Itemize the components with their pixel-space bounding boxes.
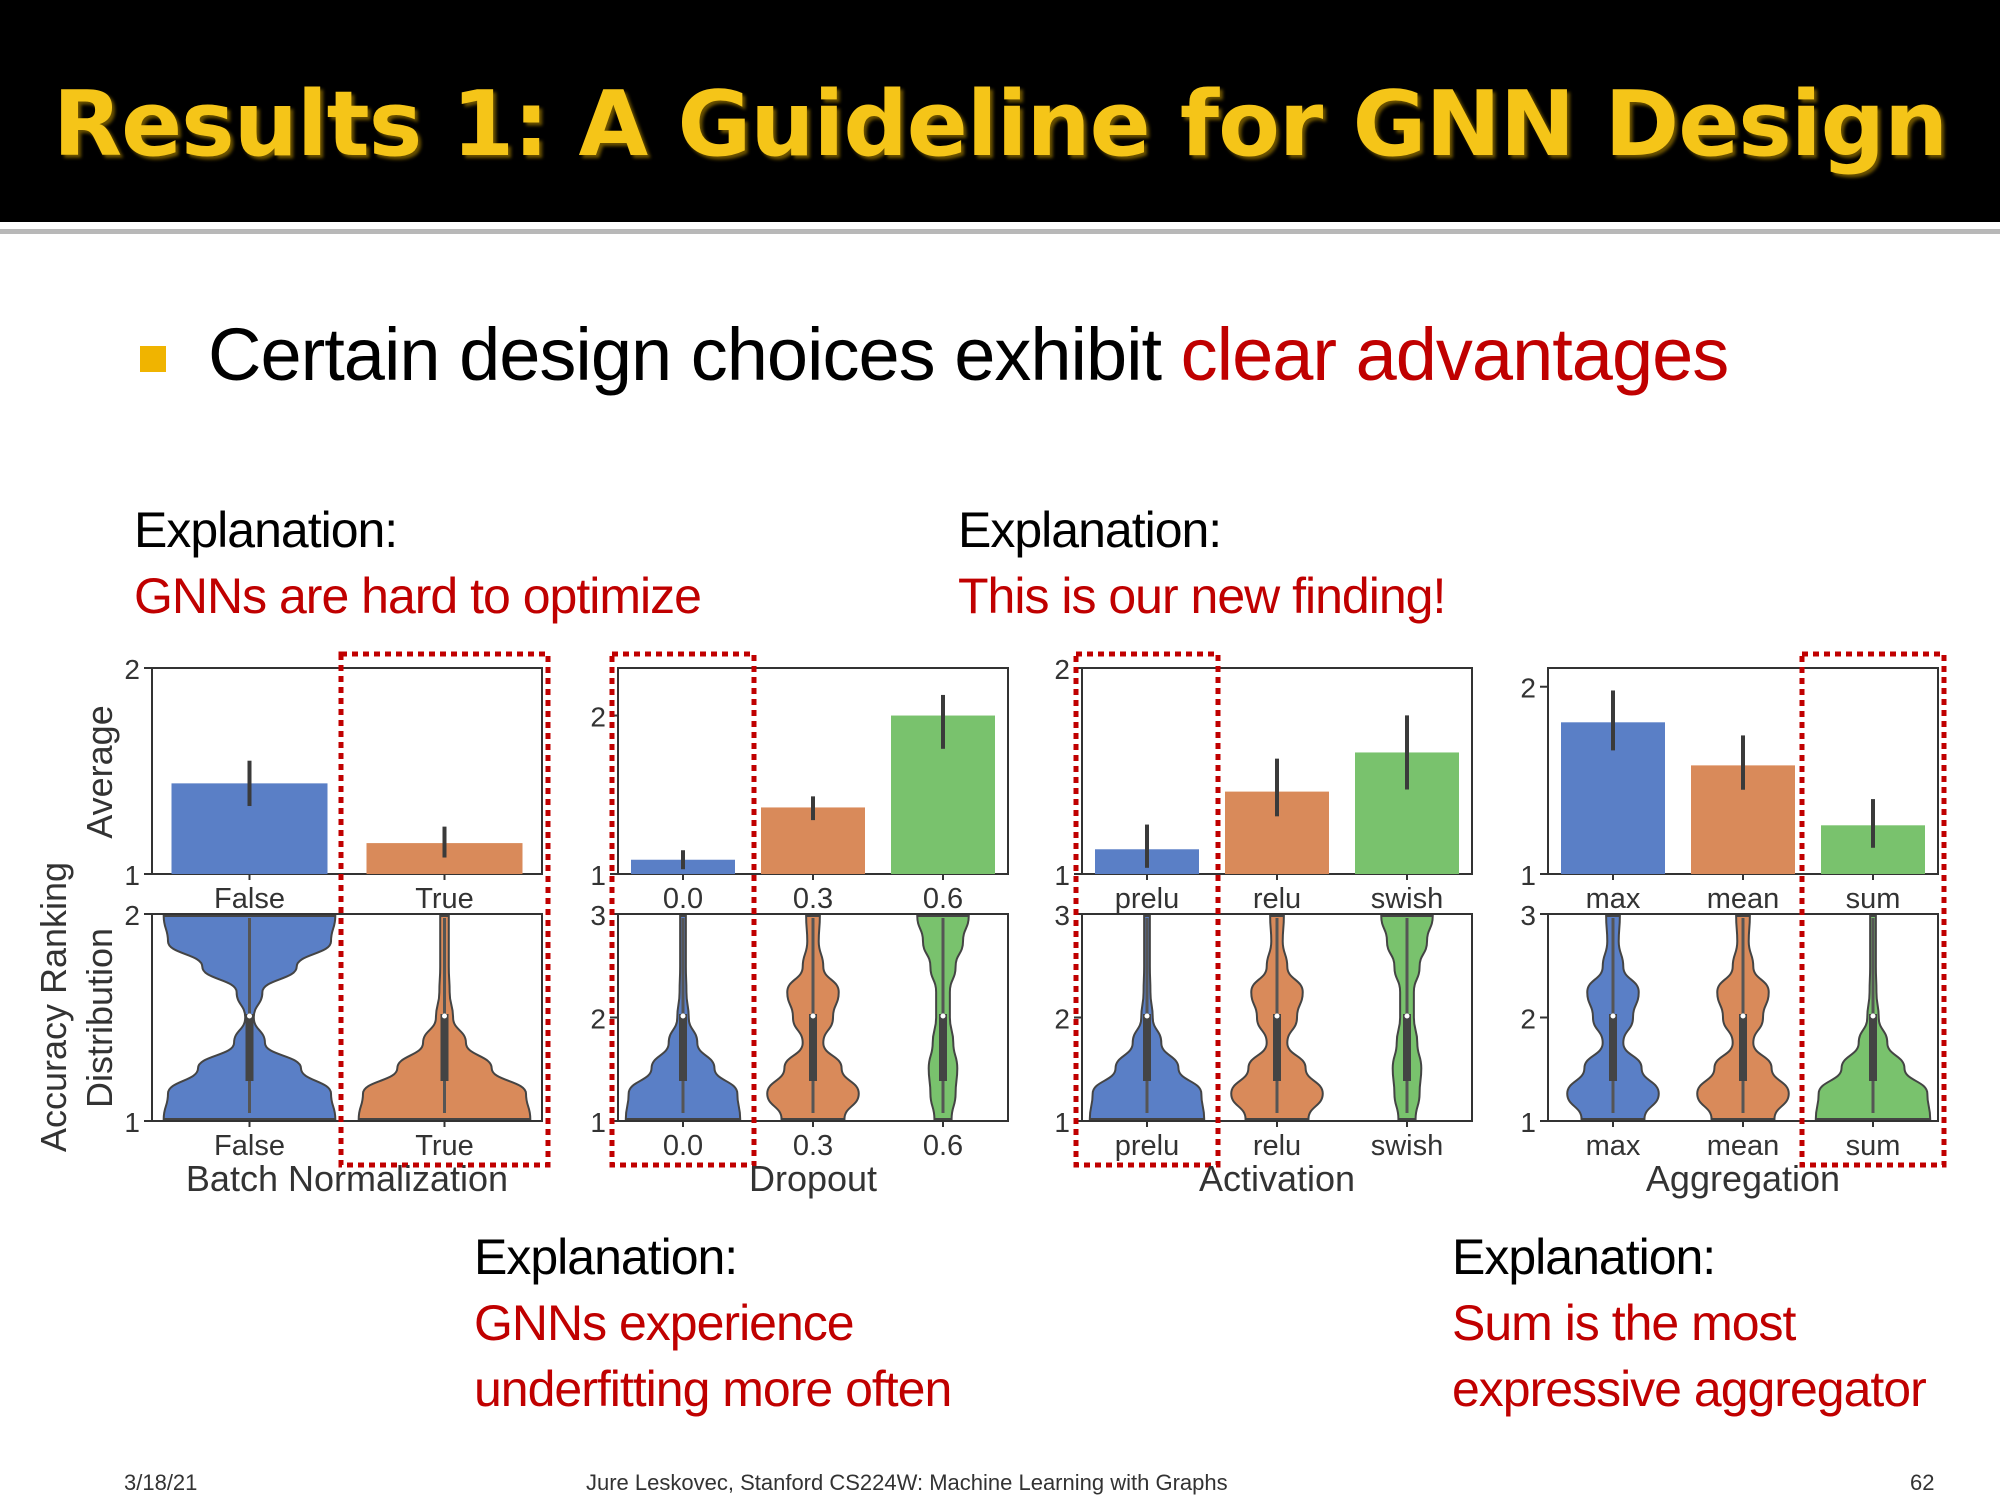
y-tick-label: 2 xyxy=(1520,672,1536,704)
x-tick-label: relu xyxy=(1252,883,1302,915)
footer-course: Jure Leskovec, Stanford CS224W: Machine Learning with Graphs xyxy=(586,1470,1228,1495)
violin-median xyxy=(247,1014,252,1019)
x-tick-label: 0.0 xyxy=(662,883,704,915)
y-tick-label: 2 xyxy=(1054,654,1070,685)
explanation-text: GNNs are hard to optimize xyxy=(134,568,701,624)
y-tick-label: 2 xyxy=(124,900,140,931)
bullet-square-icon xyxy=(140,346,166,372)
violin-median xyxy=(1611,1014,1616,1019)
x-tick-label: 0.3 xyxy=(792,1130,834,1162)
x-tick-label: 0.3 xyxy=(792,883,834,915)
y-tick-label: 1 xyxy=(1520,1107,1536,1138)
x-tick-label: swish xyxy=(1370,1130,1444,1162)
y-tick-label: 1 xyxy=(590,1107,606,1138)
y-tick-label: 1 xyxy=(124,860,140,891)
x-tick-label: prelu xyxy=(1114,883,1180,915)
slide-title: Results 1: A Guideline for GNN Design xyxy=(52,72,1948,177)
title-rule-shadow xyxy=(0,229,2000,234)
y-tick-label: 3 xyxy=(1054,900,1070,931)
x-axis-label: Activation xyxy=(1198,1158,1356,1199)
x-tick-label: mean xyxy=(1706,883,1780,915)
x-tick-label: swish xyxy=(1370,883,1444,915)
y-axis-label-outer: Accuracy Ranking xyxy=(33,861,74,1153)
x-tick-label: mean xyxy=(1706,1130,1780,1162)
results-figure xyxy=(0,640,2000,1220)
explanation-label: Explanation: xyxy=(134,502,398,558)
explanation-text: underfitting more often xyxy=(474,1361,952,1417)
y-tick-label: 1 xyxy=(590,860,606,891)
x-tick-label: False xyxy=(214,883,285,915)
x-tick-label: False xyxy=(214,1130,285,1162)
y-tick-label: 2 xyxy=(1054,1003,1070,1035)
x-tick-label: relu xyxy=(1252,1130,1302,1162)
x-tick-label: sum xyxy=(1845,883,1901,915)
explanation-label: Explanation: xyxy=(474,1229,738,1285)
explanation-aggregation xyxy=(1452,1224,1926,1422)
y-tick-label: 2 xyxy=(590,1003,606,1035)
violin-median xyxy=(1275,1014,1280,1019)
violin-median xyxy=(681,1014,686,1019)
explanation-activation xyxy=(958,497,1445,629)
x-tick-label: sum xyxy=(1845,1130,1901,1162)
x-axis-label: Batch Normalization xyxy=(185,1158,509,1199)
explanation-text: This is our new finding! xyxy=(958,568,1446,624)
y-tick-label: 2 xyxy=(590,701,606,733)
y-tick-label: 3 xyxy=(1520,900,1536,931)
bullet-text-plain: Certain design choices exhibit xyxy=(208,313,1181,396)
x-tick-label: 0.0 xyxy=(662,1130,704,1162)
violin-median xyxy=(1741,1014,1746,1019)
violin-median xyxy=(811,1014,816,1019)
x-axis-label: Dropout xyxy=(748,1158,878,1199)
explanation-text: expressive aggregator xyxy=(1452,1361,1926,1417)
y-axis-label-average: Average xyxy=(79,705,120,839)
x-tick-label: prelu xyxy=(1114,1130,1180,1162)
y-tick-label: 2 xyxy=(1520,1003,1536,1035)
x-tick-label: True xyxy=(415,1130,474,1162)
x-tick-label: True xyxy=(415,883,474,915)
y-tick-label: 3 xyxy=(590,900,606,931)
violin-median xyxy=(941,1014,946,1019)
x-axis-label: Aggregation xyxy=(1645,1158,1841,1199)
panel-batch-normalization xyxy=(144,654,548,1165)
x-tick-label: max xyxy=(1585,1130,1641,1162)
violin-median xyxy=(1405,1014,1410,1019)
footer-date: 3/18/21 xyxy=(124,1470,198,1495)
explanation-batchnorm xyxy=(134,497,701,629)
violin-median xyxy=(1871,1014,1876,1019)
x-tick-label: 0.6 xyxy=(922,883,964,915)
explanation-text: Sum is the most xyxy=(1452,1295,1796,1351)
y-tick-label: 1 xyxy=(1054,860,1070,891)
y-tick-label: 2 xyxy=(124,654,140,685)
x-tick-label: max xyxy=(1585,883,1641,915)
y-tick-label: 1 xyxy=(1054,1107,1070,1138)
footer-page-number: 62 xyxy=(1910,1470,1935,1495)
explanation-label: Explanation: xyxy=(958,502,1222,558)
violin-median xyxy=(1145,1014,1150,1019)
explanation-label: Explanation: xyxy=(1452,1229,1716,1285)
bullet-text-highlight: clear advantages xyxy=(1180,313,1729,396)
y-axis-label-distribution: Distribution xyxy=(79,927,120,1109)
explanation-text: GNNs experience xyxy=(474,1295,854,1351)
y-tick-label: 1 xyxy=(1520,860,1536,891)
bullet-text xyxy=(208,312,1728,397)
violin-median xyxy=(442,1014,447,1019)
explanation-dropout xyxy=(474,1224,951,1422)
y-tick-label: 1 xyxy=(124,1107,140,1138)
x-tick-label: 0.6 xyxy=(922,1130,964,1162)
